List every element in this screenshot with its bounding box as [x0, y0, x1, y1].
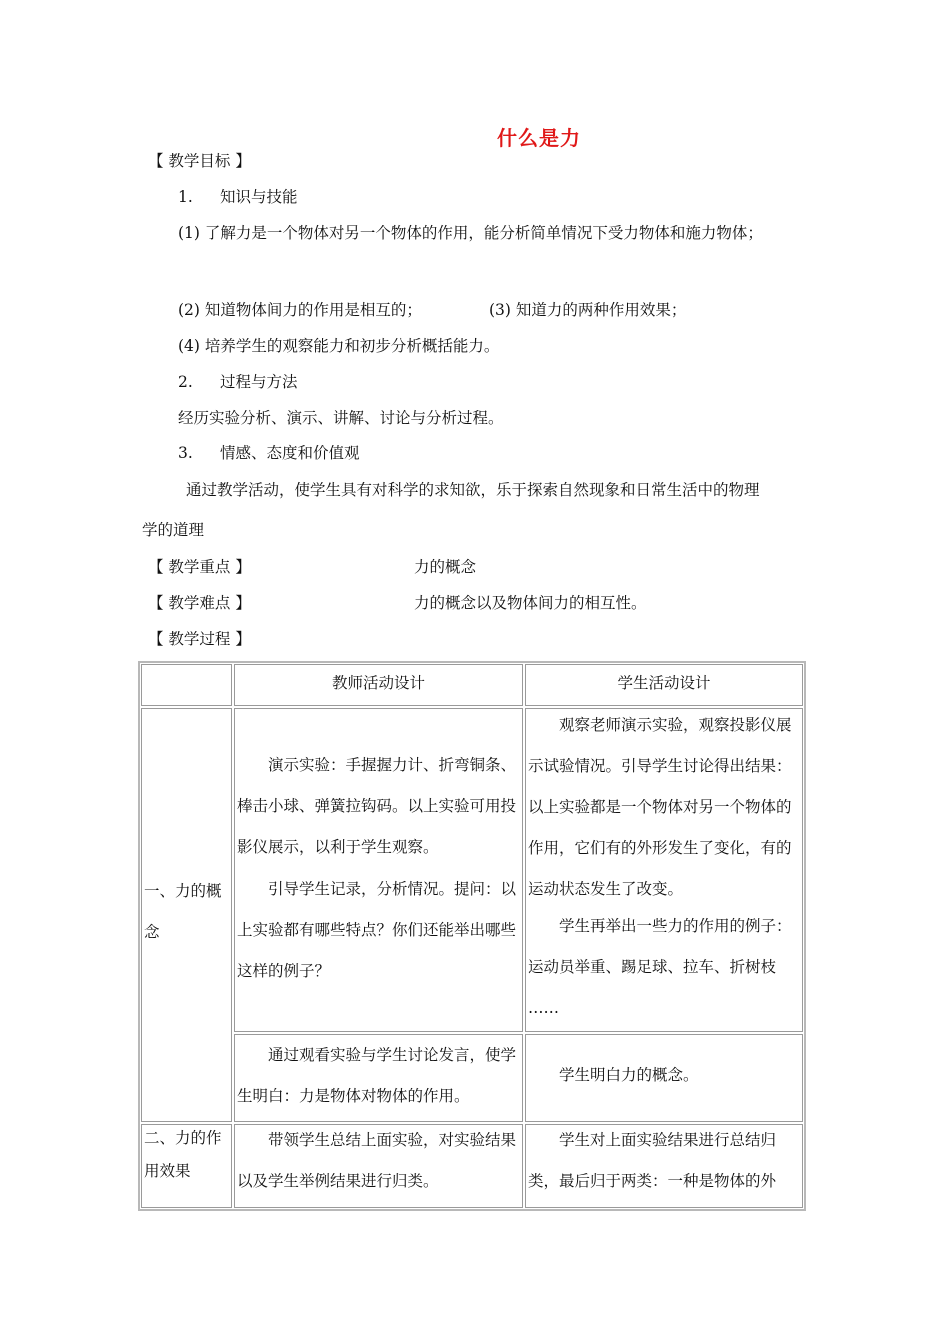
- objectives-heading: 【 教学目标 】: [148, 152, 251, 170]
- row1-teacher-text-2: 引导学生记录，分析情况。提问：以上实验都有哪些特点？你们还能举出哪些这样的例子？: [237, 880, 517, 980]
- table-header-student: 学生活动设计: [617, 674, 711, 692]
- row1-teacher-cell: [234, 708, 523, 1032]
- section-3-text-line-1: 通过教学活动，使学生具有对科学的求知欲，乐于探索自然现象和日常生活中的物理: [186, 481, 760, 499]
- table-header-student-cell: [525, 664, 803, 706]
- row1-student-text-1: 观察老师演示实验，观察投影仪展示试验情况。引导学生讨论得出结果：以上实验都是一个物体对另一个物体的作用，它们有的外形发生了变化，有的运动状态发生了改变。: [528, 716, 792, 898]
- row1-teacher-text-1: 演示实验：手握握力计、折弯铜条、棒击小球、弹簧拉钩码。以上实验可用投影仪展示，以利于学生观察。: [237, 756, 517, 856]
- difficulty-label: 【 教学难点 】: [148, 594, 251, 612]
- row1-student-cell: [525, 708, 803, 1032]
- row1b-student-cell: [525, 1034, 803, 1122]
- table-header-teacher-cell: [234, 664, 523, 706]
- section-3-label: 情感、态度和价值观: [220, 444, 360, 462]
- section-2-label: 过程与方法: [220, 373, 298, 391]
- row2-section-cell: [141, 1124, 232, 1208]
- section-3-text-line-2: 学的道理: [142, 521, 205, 539]
- objective-item-4: (4) 培养学生的观察能力和初步分析概括能力。: [178, 337, 500, 355]
- section-1-label: 知识与技能: [220, 188, 298, 206]
- section-2-number: 2.: [178, 373, 193, 391]
- row2-teacher-text: 带领学生总结上面实验，对实验结果以及学生举例结果进行归类。: [237, 1131, 517, 1190]
- row1b-teacher-text: 通过观看实验与学生讨论发言，使学生明白：力是物体对物体的作用。: [237, 1046, 517, 1105]
- section-2-text: 经历实验分析、演示、讲解、讨论与分析过程。: [178, 409, 504, 427]
- section-3-number: 3.: [178, 444, 193, 462]
- row1-student-text-2: 学生再举出一些力的作用的例子：运动员举重、踢足球、拉车、折树枝 ……: [528, 917, 792, 1017]
- row1b-teacher-cell: [234, 1034, 523, 1122]
- row2-student-cell: [525, 1124, 803, 1208]
- row2-section-label: 二、力的作用效果: [144, 1129, 222, 1180]
- difficulty-value: 力的概念以及物体间力的相互性。: [414, 594, 647, 612]
- table-header-teacher: 教师活动设计: [331, 674, 425, 692]
- key-point-value: 力的概念: [414, 558, 477, 576]
- objective-item-2: (2) 知道物体间力的作用是相互的；: [178, 301, 422, 319]
- row1-section-cell: [141, 708, 232, 1122]
- table-header-empty: [141, 664, 232, 706]
- objective-item-1: (1) 了解力是一个物体对另一个物体的作用，能分析简单情况下受力物体和施力物体；: [178, 224, 763, 242]
- section-1-number: 1.: [178, 188, 193, 206]
- row2-student-text: 学生对上面实验结果进行总结归类，最后归于两类：一种是物体的外: [528, 1131, 777, 1190]
- page-title: 什么是力: [497, 126, 581, 150]
- process-heading: 【 教学过程 】: [148, 630, 251, 648]
- row1-section-label: 一、力的概念: [144, 882, 222, 941]
- row1b-student-text: 学生明白力的概念。: [559, 1066, 699, 1084]
- row2-teacher-cell: [234, 1124, 523, 1208]
- objective-item-3: (3) 知道力的两种作用效果；: [489, 301, 687, 319]
- key-point-label: 【 教学重点 】: [148, 558, 251, 576]
